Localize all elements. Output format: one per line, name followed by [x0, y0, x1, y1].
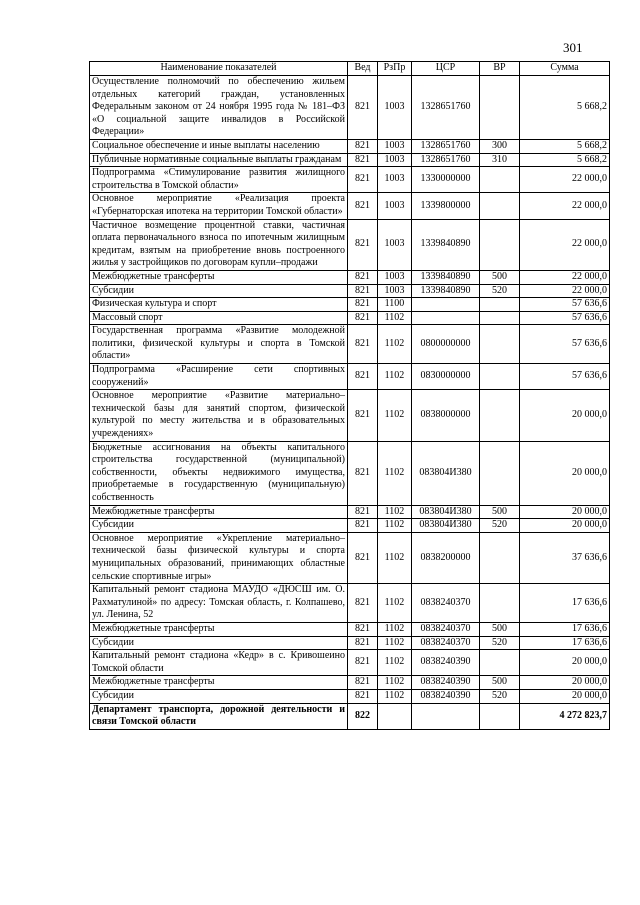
cell-rzpr: 1100 — [378, 298, 412, 312]
cell-rzpr: 1102 — [378, 390, 412, 441]
cell-rzpr: 1102 — [378, 519, 412, 533]
cell-name: Департамент транспорта, дорожной деятельности и связи Томской области — [90, 703, 348, 729]
cell-rzpr: 1003 — [378, 167, 412, 193]
cell-ved: 821 — [348, 219, 378, 270]
cell-ved: 821 — [348, 689, 378, 703]
cell-vr — [480, 584, 520, 623]
cell-vr — [480, 193, 520, 219]
cell-csr: 0838240390 — [412, 650, 480, 676]
cell-ved: 821 — [348, 284, 378, 298]
cell-vr: 500 — [480, 270, 520, 284]
cell-vr — [480, 532, 520, 583]
cell-name: Массовый спорт — [90, 311, 348, 325]
cell-sum: 22 000,0 — [520, 284, 610, 298]
cell-name: Субсидии — [90, 689, 348, 703]
cell-csr: 0838240370 — [412, 636, 480, 650]
cell-csr — [412, 703, 480, 729]
cell-sum: 5 668,2 — [520, 139, 610, 153]
cell-csr — [412, 311, 480, 325]
cell-sum: 57 636,6 — [520, 364, 610, 390]
cell-vr — [480, 390, 520, 441]
cell-rzpr: 1003 — [378, 284, 412, 298]
cell-ved: 821 — [348, 325, 378, 364]
cell-csr: 0838240390 — [412, 689, 480, 703]
cell-sum: 22 000,0 — [520, 167, 610, 193]
cell-name: Капитальный ремонт стадиона «Кедр» в с. Кривошеино Томской области — [90, 650, 348, 676]
cell-ved: 821 — [348, 650, 378, 676]
cell-rzpr: 1003 — [378, 153, 412, 167]
cell-csr: 1339840890 — [412, 284, 480, 298]
cell-csr: 1339800000 — [412, 193, 480, 219]
cell-sum: 4 272 823,7 — [520, 703, 610, 729]
cell-vr — [480, 311, 520, 325]
table-row — [90, 167, 610, 193]
cell-vr: 300 — [480, 139, 520, 153]
cell-name: Бюджетные ассигнования на объекты капитального строительства государственной (муниципальной) собственности, объекты недвижимого имущества, приобретаемые в государственную (муниципальную) собственность — [90, 441, 348, 505]
cell-name: Межбюджетные трансферты — [90, 505, 348, 519]
table-row — [90, 532, 610, 583]
cell-csr: 0800000000 — [412, 325, 480, 364]
cell-csr: 1328651760 — [412, 76, 480, 140]
table-row — [90, 139, 610, 153]
table-body — [90, 76, 610, 730]
table-row — [90, 703, 610, 729]
cell-csr: 0830000000 — [412, 364, 480, 390]
cell-ved: 821 — [348, 76, 378, 140]
table-row — [90, 311, 610, 325]
cell-rzpr: 1102 — [378, 505, 412, 519]
cell-sum: 22 000,0 — [520, 219, 610, 270]
cell-rzpr: 1003 — [378, 76, 412, 140]
table-row — [90, 270, 610, 284]
cell-sum: 20 000,0 — [520, 441, 610, 505]
cell-rzpr: 1003 — [378, 139, 412, 153]
cell-sum: 57 636,6 — [520, 325, 610, 364]
table-row — [90, 622, 610, 636]
cell-csr: 083804И380 — [412, 441, 480, 505]
cell-csr: 0838200000 — [412, 532, 480, 583]
cell-name: Основное мероприятие «Реализация проекта «Губернаторская ипотека на территории Томской области» — [90, 193, 348, 219]
cell-vr — [480, 167, 520, 193]
cell-name: Частичное возмещение процентной ставки, частичная оплата первоначального взноса по ипотечным жилищным кредитам, взятым на приобретение вновь построенного жилья у застройщиков по договорам купли–продажи — [90, 219, 348, 270]
cell-sum: 5 668,2 — [520, 76, 610, 140]
cell-vr — [480, 441, 520, 505]
table-row — [90, 441, 610, 505]
header-vr: ВР — [480, 62, 520, 76]
cell-name: Межбюджетные трансферты — [90, 676, 348, 690]
header-csr: ЦСР — [412, 62, 480, 76]
table-row — [90, 676, 610, 690]
cell-name: Основное мероприятие «Развитие материально–технической базы для занятий спортом, физической культурой по месту жительства и в образовательных учреждениях» — [90, 390, 348, 441]
cell-ved: 821 — [348, 298, 378, 312]
cell-name: Межбюджетные трансферты — [90, 622, 348, 636]
cell-vr: 500 — [480, 676, 520, 690]
cell-name: Государственная программа «Развитие молодежной политики, физической культуры и спорта в Томской области» — [90, 325, 348, 364]
cell-ved: 821 — [348, 167, 378, 193]
cell-name: Субсидии — [90, 636, 348, 650]
cell-sum: 57 636,6 — [520, 298, 610, 312]
cell-rzpr: 1003 — [378, 270, 412, 284]
cell-rzpr: 1102 — [378, 311, 412, 325]
cell-name: Подпрограмма «Стимулирование развития жилищного строительства в Томской области» — [90, 167, 348, 193]
cell-ved: 821 — [348, 441, 378, 505]
cell-ved: 821 — [348, 153, 378, 167]
table-row — [90, 193, 610, 219]
cell-vr: 500 — [480, 505, 520, 519]
cell-vr: 520 — [480, 636, 520, 650]
cell-sum: 20 000,0 — [520, 505, 610, 519]
cell-rzpr: 1102 — [378, 584, 412, 623]
cell-ved: 821 — [348, 636, 378, 650]
cell-vr — [480, 325, 520, 364]
cell-name: Осуществление полномочий по обеспечению жильем отдельных категорий граждан, установленных Федеральным законом от 24 ноября 1995 года № 181–ФЗ «О социальной защите инвалидов в Российской Федерации» — [90, 76, 348, 140]
table-row — [90, 325, 610, 364]
cell-rzpr: 1102 — [378, 676, 412, 690]
table-row — [90, 153, 610, 167]
cell-ved: 821 — [348, 364, 378, 390]
cell-sum: 5 668,2 — [520, 153, 610, 167]
cell-sum: 17 636,6 — [520, 622, 610, 636]
cell-sum: 22 000,0 — [520, 193, 610, 219]
cell-sum: 20 000,0 — [520, 650, 610, 676]
cell-sum: 20 000,0 — [520, 519, 610, 533]
cell-name: Капитальный ремонт стадиона МАУДО «ДЮСШ им. О. Рахматулиной» по адресу: Томская область, г. Колпашево, ул. Ленина, 52 — [90, 584, 348, 623]
cell-name: Публичные нормативные социальные выплаты гражданам — [90, 153, 348, 167]
cell-name: Физическая культура и спорт — [90, 298, 348, 312]
table-row — [90, 689, 610, 703]
table-row — [90, 650, 610, 676]
cell-vr — [480, 76, 520, 140]
cell-ved: 821 — [348, 193, 378, 219]
table-row — [90, 364, 610, 390]
cell-sum: 57 636,6 — [520, 311, 610, 325]
cell-csr — [412, 298, 480, 312]
table-row — [90, 284, 610, 298]
table-row — [90, 76, 610, 140]
cell-ved: 822 — [348, 703, 378, 729]
cell-csr: 1330000000 — [412, 167, 480, 193]
cell-sum: 20 000,0 — [520, 689, 610, 703]
budget-table — [89, 61, 610, 730]
cell-vr: 520 — [480, 519, 520, 533]
cell-vr: 520 — [480, 689, 520, 703]
cell-vr — [480, 703, 520, 729]
cell-csr: 1339840890 — [412, 270, 480, 284]
header-rzpr: РзПр — [378, 62, 412, 76]
table-row — [90, 390, 610, 441]
cell-rzpr: 1102 — [378, 441, 412, 505]
cell-csr: 1328651760 — [412, 139, 480, 153]
cell-vr: 520 — [480, 284, 520, 298]
cell-csr: 083804И380 — [412, 505, 480, 519]
cell-csr: 1328651760 — [412, 153, 480, 167]
cell-rzpr — [378, 703, 412, 729]
cell-sum: 37 636,6 — [520, 532, 610, 583]
cell-rzpr: 1102 — [378, 650, 412, 676]
cell-rzpr: 1102 — [378, 636, 412, 650]
cell-rzpr: 1102 — [378, 364, 412, 390]
cell-sum: 20 000,0 — [520, 390, 610, 441]
cell-ved: 821 — [348, 505, 378, 519]
cell-rzpr: 1102 — [378, 532, 412, 583]
cell-csr: 0838240390 — [412, 676, 480, 690]
cell-rzpr: 1003 — [378, 219, 412, 270]
cell-ved: 821 — [348, 622, 378, 636]
cell-ved: 821 — [348, 390, 378, 441]
cell-vr — [480, 364, 520, 390]
cell-vr — [480, 219, 520, 270]
cell-name: Социальное обеспечение и иные выплаты населению — [90, 139, 348, 153]
cell-rzpr: 1102 — [378, 689, 412, 703]
cell-rzpr: 1102 — [378, 325, 412, 364]
cell-ved: 821 — [348, 532, 378, 583]
cell-name: Межбюджетные трансферты — [90, 270, 348, 284]
cell-ved: 821 — [348, 270, 378, 284]
table-row — [90, 636, 610, 650]
table-row — [90, 298, 610, 312]
cell-name: Субсидии — [90, 284, 348, 298]
cell-csr: 1339840890 — [412, 219, 480, 270]
cell-ved: 821 — [348, 676, 378, 690]
cell-ved: 821 — [348, 139, 378, 153]
cell-csr: 0838240370 — [412, 622, 480, 636]
header-sum: Сумма — [520, 62, 610, 76]
cell-ved: 821 — [348, 519, 378, 533]
cell-name: Подпрограмма «Расширение сети спортивных сооружений» — [90, 364, 348, 390]
table-row — [90, 519, 610, 533]
cell-vr: 310 — [480, 153, 520, 167]
cell-ved: 821 — [348, 311, 378, 325]
cell-csr: 0838240370 — [412, 584, 480, 623]
cell-rzpr: 1003 — [378, 193, 412, 219]
cell-name: Субсидии — [90, 519, 348, 533]
cell-csr: 083804И380 — [412, 519, 480, 533]
cell-sum: 20 000,0 — [520, 676, 610, 690]
cell-sum: 17 636,6 — [520, 636, 610, 650]
cell-vr — [480, 298, 520, 312]
header-ved: Вед — [348, 62, 378, 76]
cell-vr: 500 — [480, 622, 520, 636]
cell-rzpr: 1102 — [378, 622, 412, 636]
page-number: 301 — [563, 40, 583, 55]
table-row — [90, 584, 610, 623]
table-header-row — [90, 62, 610, 76]
table-row — [90, 505, 610, 519]
cell-sum: 22 000,0 — [520, 270, 610, 284]
cell-sum: 17 636,6 — [520, 584, 610, 623]
cell-name: Основное мероприятие «Укрепление материально–технической базы физической культуры и спорта муниципальных образований, принимающих областные сельские спортивные игры» — [90, 532, 348, 583]
header-name: Наименование показателей — [90, 62, 348, 76]
cell-ved: 821 — [348, 584, 378, 623]
cell-vr — [480, 650, 520, 676]
table-row — [90, 219, 610, 270]
cell-csr: 0838000000 — [412, 390, 480, 441]
